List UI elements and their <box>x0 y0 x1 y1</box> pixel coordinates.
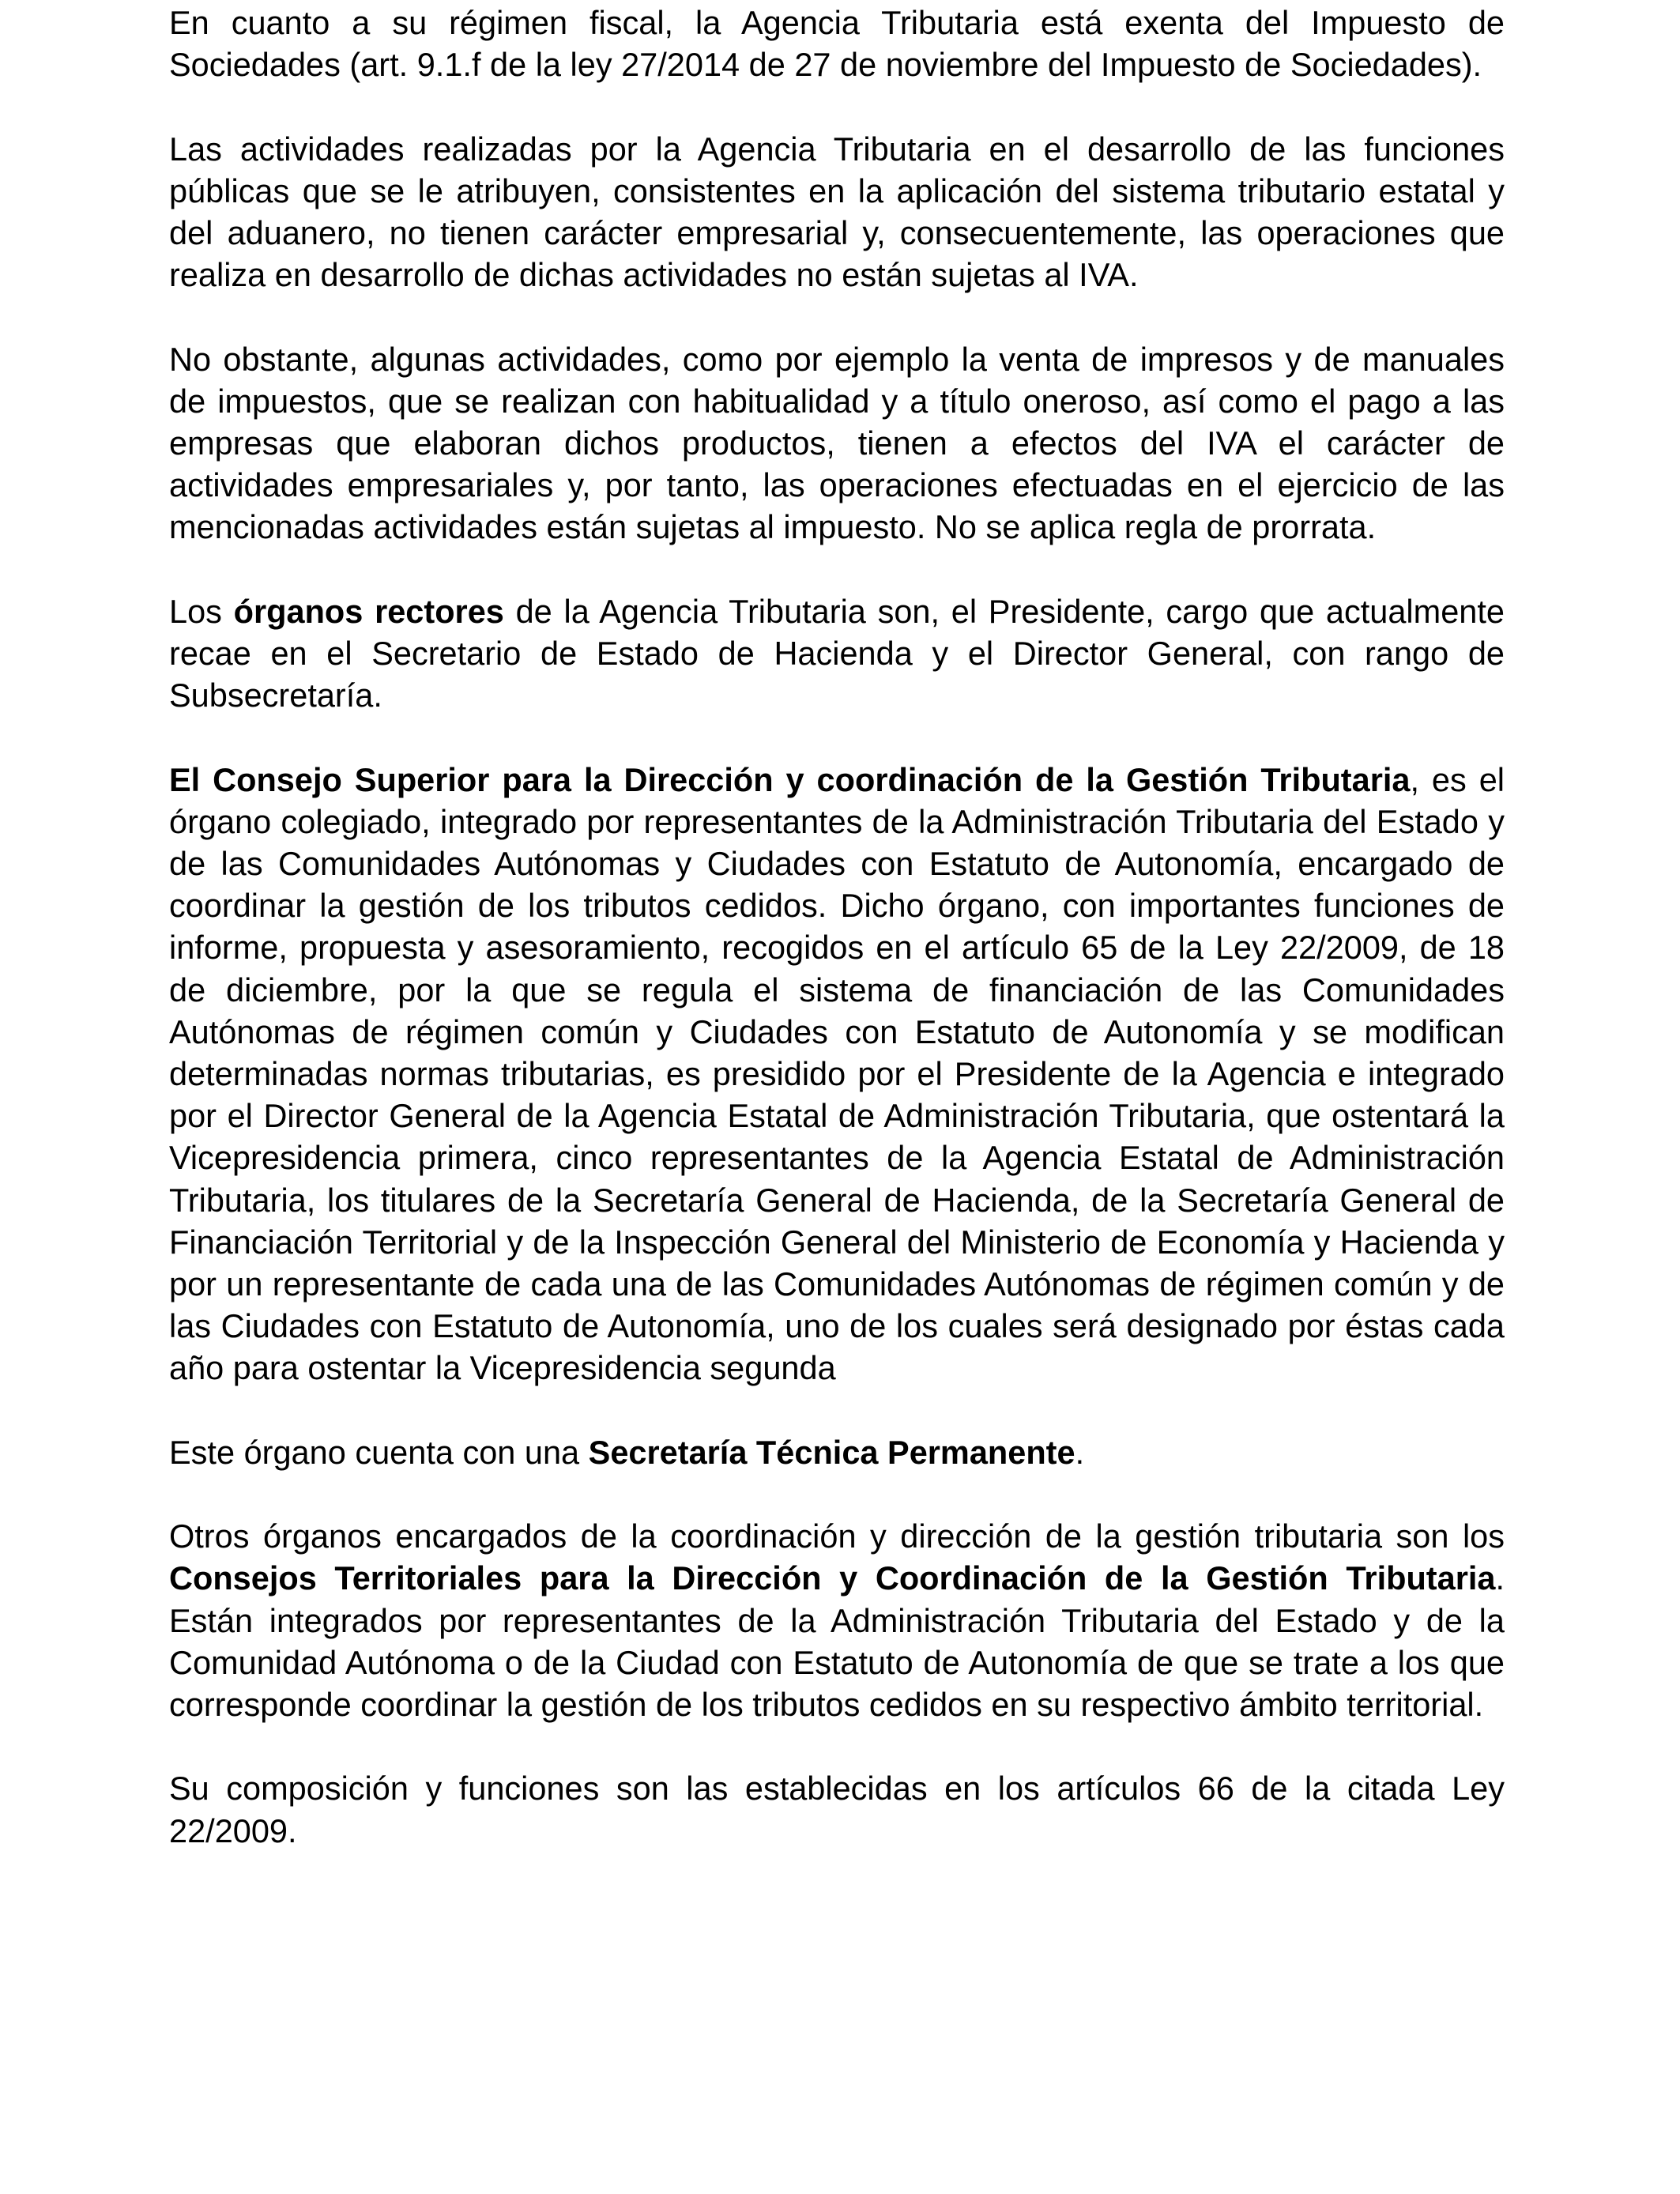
text-run: Otros órganos encargados de la coordinación y dirección de la gestión tributaria son los <box>169 1517 1505 1555</box>
text-run: . Están integrados por representantes de la Administración Tributaria del Estado y de la Comunidad Autónoma o de la Ciudad con Estatuto de Autonomía de que se trate a los que corresponde coordinar la gestión de los tributos cedidos en su respectivo ámbito territorial. <box>169 1559 1505 1724</box>
bold-term-secretaria-tecnica: Secretaría Técnica Permanente <box>588 1433 1075 1471</box>
text-run: Este órgano cuenta con una <box>169 1433 589 1471</box>
bold-term-consejo-superior: El Consejo Superior para la Dirección y coordinación de la Gestión Tributaria <box>169 760 1411 798</box>
text-run: de la Agencia Tributaria son, el Presidente, cargo que actualmente recae en el Secretario de Estado de Hacienda y el Director General, con rango de Subsecretaría. <box>169 592 1505 714</box>
paragraph-secretaria-tecnica <box>169 1431 1505 1473</box>
bold-term-organos-rectores: órganos rectores <box>233 592 504 630</box>
text-run: . <box>1075 1433 1085 1471</box>
text-run: , es el órgano colegiado, integrado por representantes de la Administración Tributaria del Estado y de las Comunidades Autónomas y Ciudades con Estatuto de Autonomía, encargado de coordinar la gestión de los tributos cedidos. Dicho órgano, con importantes funciones de informe, propuesta y asesoramiento, recogidos en el artículo 65 de la Ley 22/2009, de 18 de diciembre, por la que se regula el sistema de financiación de las Comunidades Autónomas de régimen común y Ciudades con Estatuto de Autonomía y se modifican determinadas normas tributarias, es presidido por el Presidente de la Agencia e integrado por el Director General de la Agencia Estatal de Administración Tributaria, que ostentará la Vicepresidencia primera, cinco representantes de la Agencia Estatal de Administración Tributaria, los titulares de la Secretaría General de Hacienda, de la Secretaría General de Financiación Territorial y de la Inspección General del Ministerio de Economía y Hacienda y por un representante de cada una de las Comunidades Autónomas de régimen común y de las Ciudades con Estatuto de Autonomía, uno de los cuales será designado por éstas cada año para ostentar la Vicepresidencia segunda <box>169 760 1505 1387</box>
bold-term-consejos-territoriales: Consejos Territoriales para la Dirección y Coordinación de la Gestión Tributaria <box>169 1559 1496 1597</box>
paragraph-actividades-iva: Las actividades realizadas por la Agencia Tributaria en el desarrollo de las funciones públicas que se le atribuyen, consistentes en la aplicación del sistema tributario estatal y del aduanero, no tienen carácter empresarial y, consecuentemente, las operaciones que realiza en desarrollo de dichas actividades no están sujetas al IVA. <box>169 130 1505 294</box>
paragraph-organos-rectores <box>169 590 1505 717</box>
paragraph-consejo-superior <box>169 759 1505 1389</box>
paragraph-composicion-funciones: Su composición y funciones son las establecidas en los artículos 66 de la citada Ley 22/2009. <box>169 1770 1505 1849</box>
document-page <box>169 0 1505 1894</box>
paragraph-regimen-fiscal: En cuanto a su régimen fiscal, la Agencia Tributaria está exenta del Impuesto de Sociedades (art. 9.1.f de la ley 27/2014 de 27 de noviembre del Impuesto de Sociedades). <box>169 4 1505 84</box>
text-run: Los <box>169 592 234 630</box>
paragraph-consejos-territoriales <box>169 1515 1505 1725</box>
paragraph-actividades-empresariales: No obstante, algunas actividades, como por ejemplo la venta de impresos y de manuales de impuestos, que se realizan con habitualidad y a título oneroso, así como el pago a las empresas que elaboran dichos productos, tienen a efectos del IVA el carácter de actividades empresariales y, por tanto, las operaciones efectuadas en el ejercicio de las mencionadas actividades están sujetas al impuesto. No se aplica regla de prorrata. <box>169 340 1505 546</box>
